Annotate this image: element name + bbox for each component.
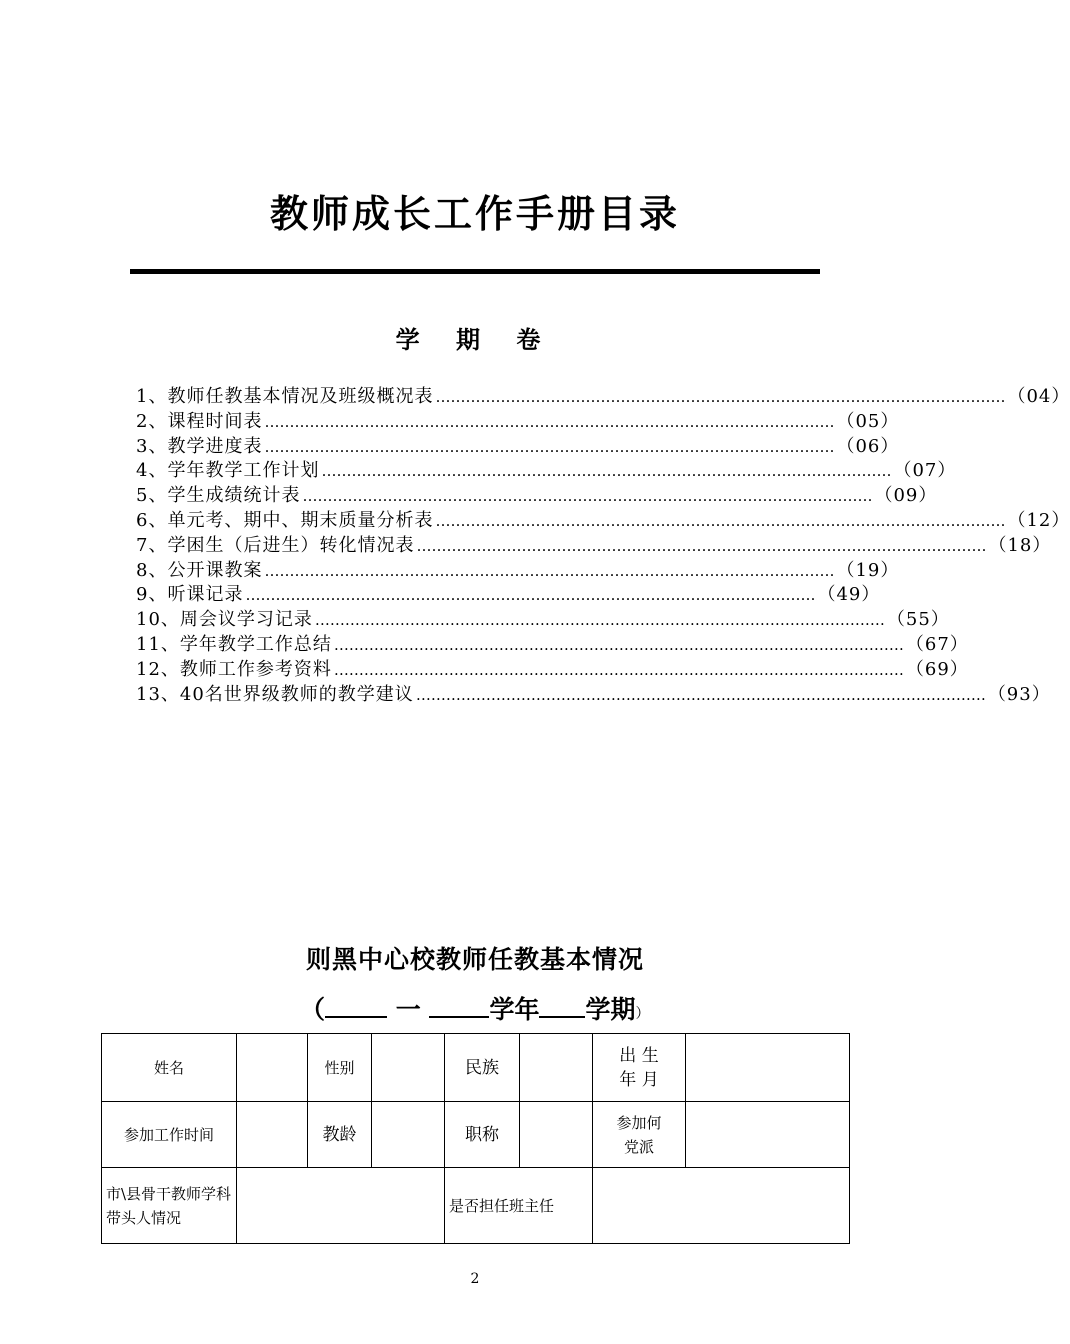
toc-item[interactable] <box>136 559 900 584</box>
toc-leader: …………………………………………………………………………………………………… <box>415 685 986 704</box>
teacher-info-table <box>101 1033 850 1244</box>
gender-cell[interactable] <box>372 1034 445 1102</box>
toc-item-label: 5、学生成绩统计表 <box>136 485 301 507</box>
toc-item-page: （05） <box>836 410 900 432</box>
toc-item-label: 12、教师工作参考资料 <box>136 658 332 680</box>
term-line <box>300 990 649 1026</box>
toc-item[interactable] <box>136 608 950 633</box>
ethnicity-cell[interactable] <box>520 1034 593 1102</box>
name-cell[interactable] <box>237 1034 308 1102</box>
toc-item-page: （12） <box>1007 509 1070 531</box>
toc-leader: …………………………………………………………………………………………………… <box>333 635 904 654</box>
toc-item[interactable] <box>136 459 957 484</box>
toc-item-label: 7、学困生（后进生）转化情况表 <box>136 534 415 556</box>
year-start-blank[interactable] <box>325 994 387 1018</box>
toc-item[interactable] <box>136 410 900 435</box>
toc-leader: …………………………………………………………………………………………………… <box>333 660 904 679</box>
toc-item-page: （09） <box>874 485 938 507</box>
backbone-teacher-label: 市\县骨干教师学科带头人情况 <box>102 1168 237 1244</box>
year-end-blank[interactable] <box>429 994 489 1018</box>
party-cell[interactable] <box>686 1102 850 1168</box>
work-start-cell[interactable] <box>237 1102 308 1168</box>
job-title-cell[interactable] <box>520 1102 593 1168</box>
ethnicity-label: 民族 <box>445 1034 520 1102</box>
birth-cell[interactable] <box>686 1034 850 1102</box>
toc-leader: …………………………………………………………………………………………………… <box>302 487 873 506</box>
name-label: 姓名 <box>102 1034 237 1102</box>
teaching-years-cell[interactable] <box>372 1102 445 1168</box>
term-semester-label: 学期 <box>585 995 636 1024</box>
work-start-label: 参加工作时间 <box>102 1102 237 1168</box>
toc-item-page: （19） <box>836 559 900 581</box>
table-of-contents <box>136 385 1070 707</box>
toc-item[interactable] <box>136 633 969 658</box>
head-teacher-label: 是否担任班主任 <box>445 1168 593 1244</box>
toc-item-label: 6、单元考、期中、期末质量分析表 <box>136 509 434 531</box>
table-row <box>102 1034 850 1102</box>
term-close-paren: ） <box>635 1006 650 1022</box>
toc-item-page: （18） <box>988 534 1052 556</box>
title-divider <box>130 269 820 274</box>
toc-item-page: （07） <box>893 460 957 482</box>
toc-leader: …………………………………………………………………………………………………… <box>416 536 987 555</box>
table-row <box>102 1168 850 1244</box>
toc-item-label: 3、教学进度表 <box>136 435 263 457</box>
section-title: 学 期 卷 <box>395 325 555 354</box>
toc-item-page: （55） <box>886 609 950 631</box>
backbone-teacher-cell[interactable] <box>237 1168 445 1244</box>
toc-leader: …………………………………………………………………………………………………… <box>321 462 892 481</box>
term-open-paren: （ <box>300 995 326 1024</box>
toc-leader: …………………………………………………………………………………………………… <box>435 388 1006 406</box>
birth-label-line1: 出 生 <box>619 1045 659 1066</box>
toc-item-label: 10、周会议学习记录 <box>136 609 313 631</box>
toc-item-page: （67） <box>905 633 969 655</box>
gender-label: 性别 <box>308 1034 372 1102</box>
party-label <box>593 1102 686 1168</box>
party-label-line2: 党派 <box>623 1137 654 1156</box>
toc-leader: …………………………………………………………………………………………………… <box>435 511 1006 530</box>
toc-item[interactable] <box>136 385 1070 410</box>
toc-leader: …………………………………………………………………………………………………… <box>245 586 816 605</box>
toc-item-label: 9、听课记录 <box>136 584 244 606</box>
toc-item[interactable] <box>136 583 881 608</box>
teaching-years-label: 教龄 <box>308 1102 372 1168</box>
toc-item-page: （69） <box>905 658 969 680</box>
page-number: 2 <box>470 1271 480 1287</box>
toc-item[interactable] <box>136 683 1051 708</box>
table-row <box>102 1102 850 1168</box>
toc-item-page: （49） <box>817 584 881 606</box>
birth-label-line2: 年 月 <box>619 1069 659 1090</box>
toc-item-label: 1、教师任教基本情况及班级概况表 <box>136 386 434 407</box>
toc-item[interactable] <box>136 484 938 509</box>
toc-item-label: 11、学年教学工作总结 <box>136 633 332 655</box>
toc-item[interactable] <box>136 534 1052 559</box>
toc-item[interactable] <box>136 435 900 460</box>
toc-leader: …………………………………………………………………………………………………… <box>314 611 885 630</box>
toc-item-label: 4、学年教学工作计划 <box>136 460 320 482</box>
toc-item-label: 13、40名世界级教师的教学建议 <box>136 683 414 705</box>
term-dash: 一 <box>387 995 430 1024</box>
toc-item[interactable] <box>136 509 1070 534</box>
party-label-line1: 参加何 <box>616 1113 662 1132</box>
toc-leader: …………………………………………………………………………………………………… <box>264 561 835 580</box>
toc-item-label: 2、课程时间表 <box>136 410 263 432</box>
toc-item-page: （04） <box>1007 386 1070 407</box>
term-year-label: 学年 <box>489 995 540 1024</box>
job-title-label: 职称 <box>445 1102 520 1168</box>
form-title: 则黑中心校教师任教基本情况 <box>305 945 644 974</box>
birth-label <box>593 1034 686 1102</box>
toc-item-label: 8、公开课教案 <box>136 559 263 581</box>
semester-blank[interactable] <box>539 994 585 1018</box>
toc-item[interactable] <box>136 658 969 683</box>
toc-leader: …………………………………………………………………………………………………… <box>264 437 835 456</box>
toc-item-page: （93） <box>987 683 1051 705</box>
main-title: 教师成长工作手册目录 <box>269 191 680 236</box>
head-teacher-cell[interactable] <box>593 1168 850 1244</box>
toc-leader: …………………………………………………………………………………………………… <box>264 412 835 431</box>
toc-item-page: （06） <box>836 435 900 457</box>
